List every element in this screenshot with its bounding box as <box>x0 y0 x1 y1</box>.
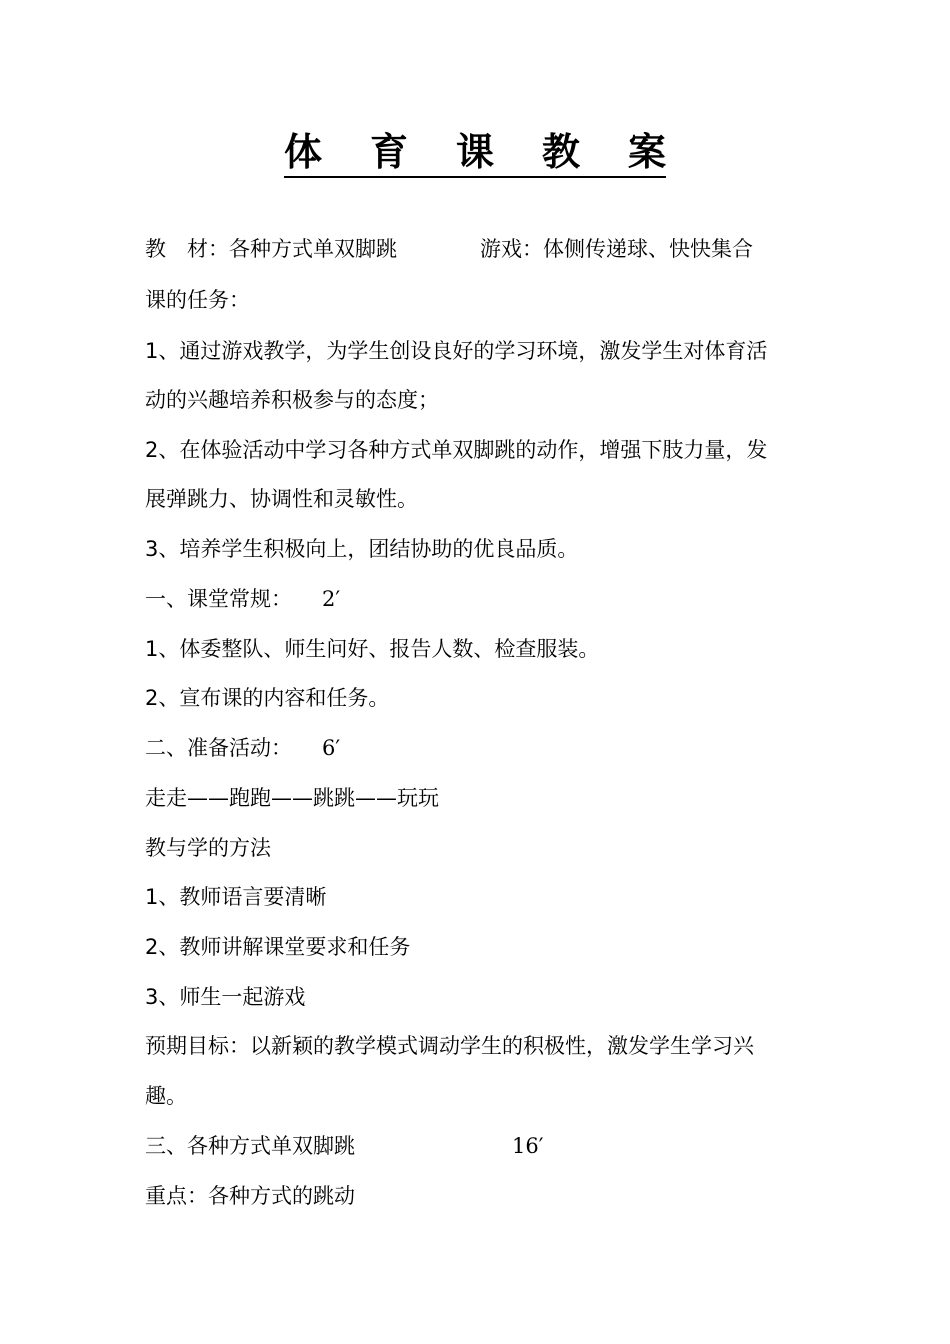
title-char: 课 <box>456 129 495 174</box>
section-routine-time: 2′ <box>322 587 341 611</box>
task-item-1: 1、通过游戏教学，为学生创设良好的学习环境，激发学生对体育活 <box>145 339 768 363</box>
routine-item-1: 1、体委整队、师生问好、报告人数、检查服装。 <box>145 637 600 661</box>
method-item-3: 3、师生一起游戏 <box>145 985 306 1009</box>
method-item-2: 2、教师讲解课堂要求和任务 <box>145 935 411 959</box>
teaching-material: 教 材：各种方式单双脚跳 <box>145 237 397 261</box>
task-item-3: 3、培养学生积极向上，团结协助的优良品质。 <box>145 537 579 561</box>
method-item-1: 1、教师语言要清晰 <box>145 885 327 909</box>
teaching-material-line <box>145 234 397 264</box>
section-routine <box>145 584 292 614</box>
game-line <box>480 234 753 264</box>
warmup-sequence: 走走——跑跑——跳跳——玩玩 <box>145 786 439 810</box>
expected-goal: 预期目标：以新颖的教学模式调动学生的积极性，激发学生学习兴 <box>145 1034 754 1058</box>
title-char: 案 <box>628 129 667 174</box>
section-warmup-title: 二、准备活动： <box>145 736 292 760</box>
section-jumping-time: 16′ <box>512 1134 544 1158</box>
task-item-2-cont: 展弹跳力、协调性和灵敏性。 <box>145 487 418 511</box>
game-content: 游戏：体侧传递球、快快集合 <box>480 237 753 261</box>
task-heading: 课的任务： <box>145 288 250 312</box>
section-routine-title: 一、课堂常规： <box>145 587 292 611</box>
page-title <box>0 128 950 178</box>
title-char: 体 <box>284 129 323 174</box>
key-point: 重点：各种方式的跳动 <box>145 1184 355 1208</box>
section-jumping <box>145 1131 355 1161</box>
section-warmup-time: 6′ <box>322 736 341 760</box>
task-item-1-cont: 动的兴趣培养积极参与的态度； <box>145 388 439 412</box>
routine-item-2: 2、宣布课的内容和任务。 <box>145 686 390 710</box>
title-char: 教 <box>542 129 581 174</box>
expected-goal-cont: 趣。 <box>145 1084 187 1108</box>
task-item-2: 2、在体验活动中学习各种方式单双脚跳的动作，增强下肢力量，发 <box>145 438 768 462</box>
section-jumping-title: 三、各种方式单双脚跳 <box>145 1134 355 1158</box>
method-heading: 教与学的方法 <box>145 836 271 860</box>
section-warmup <box>145 733 292 763</box>
title-char: 育 <box>370 129 409 174</box>
title-underlined <box>284 128 666 178</box>
